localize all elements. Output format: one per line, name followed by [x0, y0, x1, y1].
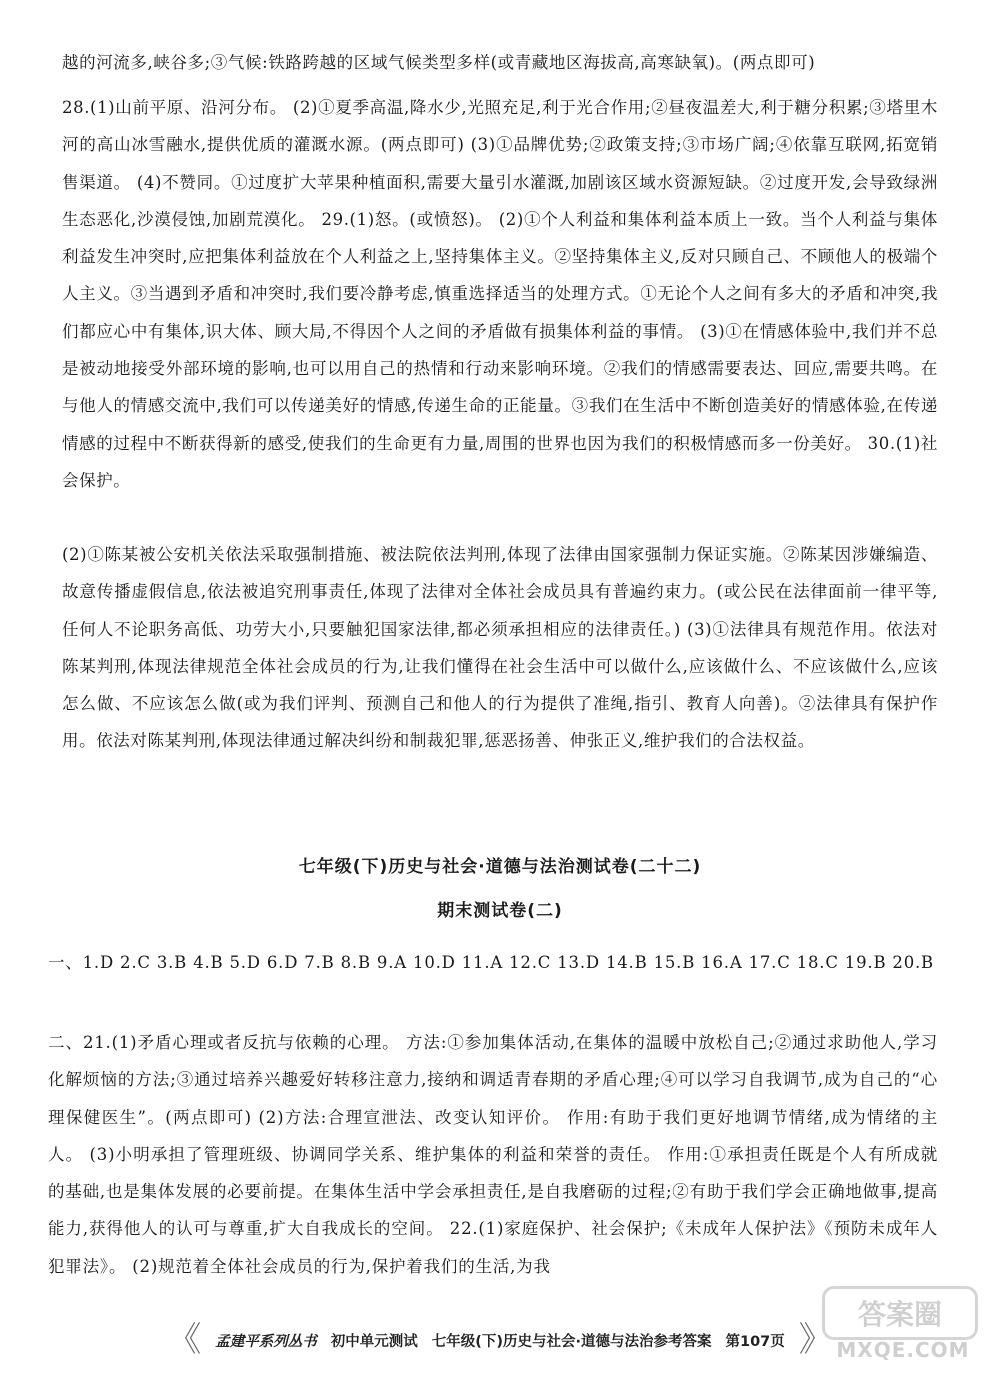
chevron-right-icon: 》: [798, 1320, 833, 1360]
section-title: 七年级(下)历史与社会·道德与法治测试卷(二十二): [298, 857, 702, 877]
paragraph-q21-22: 二、21.(1)矛盾心理或者反抗与依赖的心理。 方法:①参加集体活动,在集体的温暖中放松自己;②通过求助他人,学习化解烦恼的方法;③通过培养兴趣爱好转移注意力,接纳和调适青春期的矛盾心理;④可以学习自我调节,成为自己的“心理保健医生”。(两点即可) (2)方法:合理宣泄法、改变认知评价。 作用:有助于我们更好地调节情绪,成为情绪的主人。 (3)小明承担了管理班级、协调同学关系、维护集体的利益和荣誉的责任。 作用:①承担责任既是个人有所成就的基础,也是集体发展的必要前提。在集体生活中学会承担责任,是自我磨砺的过程;②有助于我们学会正确地做事,提高能力,获得他人的认可与尊重,扩大自我成长的空间。 22.(1)家庭保护、社会保护;《未成年人保护法》《预防未成年人犯罪法》。 (2)规范着全体社会成员的行为,保护着我们的生活,为我: [48, 1033, 938, 1276]
multiple-choice-answers: 一、1.D 2.C 3.B 4.B 5.D 6.D 7.B 8.B 9.A 10.D 11.A 12.C 13.D 14.B 15.B 16.A 17.C 18.C 19.B 20.B: [48, 953, 934, 972]
footer-series: 孟建平系列丛书: [215, 1332, 317, 1350]
chevron-left-icon: 《: [167, 1320, 202, 1360]
paragraph-q28-30: 28.(1)山前平原、沿河分布。 (2)①夏季高温,降水少,光照充足,利于光合作用;②昼夜温差大,利于糖分积累;③塔里木河的高山冰雪融水,提供优质的灌溉水源。(两点即可) (3)①品牌优势;②政策支持;③市场广阔;④依靠互联网,拓宽销售渠道。 (4)不赞同。①过度扩大苹果种植面积,需要大量引水灌溉,加剧该区域水资源短缺。②过度开发,会导致绿洲生态恶化,沙漠侵蚀,加剧荒漠化。 29.(1)怒。(或愤怒)。 (2)①个人利益和集体利益本质上一致。当个人利益与集体利益发生冲突时,应把集体利益放在个人利益之上,坚持集体主义。②坚持集体主义,反对只顾自己、不顾他人的极端个人主义。③当遇到矛盾和冲突时,我们要冷静考虑,慎重选择适当的处理方式。①无论个人之间有多大的矛盾和冲突,我们都应心中有集体,识大体、顾大局,不得因个人之间的矛盾做有损集体利益的事情。 (3)①在情感体验中,我们并不总是被动地接受外部环境的影响,也可以用自己的热情和行动来影响环境。②我们的情感需要表达、回应,需要共鸣。在与他人的情感交流中,我们可以传递美好的情感,传递生命的正能量。③我们在生活中不断创造美好的情感体验,在传递情感的过程中不断获得新的感受,使我们的生命更有力量,周围的世界也因为我们的积极情感而多一份美好。 30.(1)社会保护。: [62, 98, 938, 490]
paragraph-q30-2: (2)①陈某被公安机关依法采取强制措施、被法院依法判刑,体现了法律由国家强制力保证实施。②陈某因涉嫌编造、故意传播虚假信息,依法被追究刑事责任,体现了法律对全体社会成员具有普遍约束力。(或公民在法律面前一律平等,任何人不论职务高低、功劳大小,只要触犯国家法律,都必须承担相应的法律责任。) (3)①法律具有规范作用。依法对陈某判刑,体现法律规范全体社会成员的行为,让我们懂得在社会生活中可以做什么,应该做什么、不应该做什么,应该怎么做、不应该怎么做(或为我们评判、预测自己和他人的行为提供了准绳,指引、教育人向善)。②法律具有保护作用。依法对陈某判刑,体现法律通过解决纠纷和制裁犯罪,惩恶扬善、伸张正义,维护我们的合法权益。: [62, 545, 938, 751]
paragraph-q27-end: 越的河流多,峡谷多;③气候:铁路跨越的区域气候类型多样(或青藏地区海拔高,高寒缺氧)。(两点即可): [62, 53, 816, 72]
footer-book: 初中单元测试: [330, 1333, 418, 1350]
watermark-logo: [828, 1286, 978, 1366]
page-number: 第107页: [725, 1333, 785, 1350]
watermark-top: 答案圈: [822, 1286, 978, 1340]
footer-subject: 七年级(下)历史与社会·道德与法治参考答案: [431, 1333, 712, 1350]
section-subtitle: 期末测试卷(二): [437, 901, 563, 921]
watermark-bottom: MXQE.COM: [836, 1338, 970, 1362]
